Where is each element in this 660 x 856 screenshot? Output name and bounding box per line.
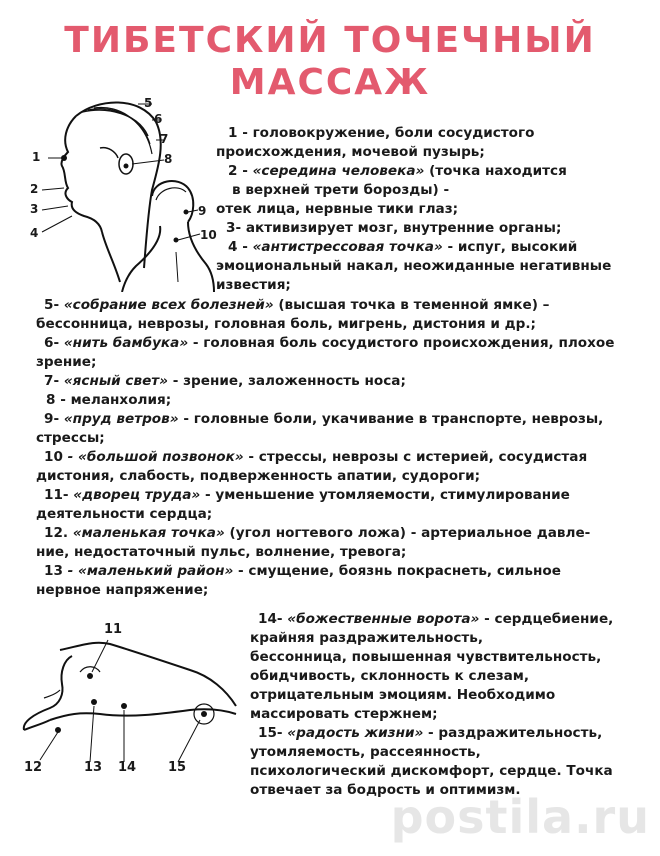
point-number: 14- bbox=[258, 611, 283, 627]
description-line bbox=[250, 762, 613, 781]
point-description: известия; bbox=[216, 277, 291, 293]
description-line bbox=[36, 315, 536, 334]
description-line bbox=[216, 257, 611, 276]
description-line bbox=[36, 581, 208, 600]
point-description: - меланхолия; bbox=[55, 392, 172, 408]
point-description: (высшая точка в теменной ямке) – bbox=[273, 297, 550, 313]
point-description: - раздражительность, bbox=[423, 725, 603, 741]
point-number: 3- bbox=[226, 220, 242, 236]
description-line bbox=[232, 181, 449, 200]
point-label-14: 14 bbox=[118, 760, 137, 775]
description-line bbox=[36, 353, 96, 372]
point-name: «середина человека» bbox=[247, 163, 425, 179]
point-label-12: 12 bbox=[24, 760, 43, 775]
description-line bbox=[250, 648, 601, 667]
point-description: стрессы; bbox=[36, 430, 105, 446]
description-line bbox=[228, 238, 577, 257]
point-description: активизирует мозг, внутренние органы; bbox=[241, 220, 562, 236]
description-line bbox=[250, 705, 438, 724]
point-name: «маленькая точка» bbox=[68, 525, 225, 541]
description-line bbox=[44, 296, 549, 315]
point-description: отрицательным эмоциям. Необходимо bbox=[250, 687, 556, 703]
point-name: - «маленький район» bbox=[62, 563, 234, 579]
point-name: «радость жизни» bbox=[282, 725, 424, 741]
description-line bbox=[258, 724, 602, 743]
point-label-2: 2 bbox=[30, 182, 39, 196]
point-label-3: 3 bbox=[30, 202, 39, 216]
point-number: 9- bbox=[44, 411, 60, 427]
point-description: ние, недостаточный пульс, волнение, тревога; bbox=[36, 544, 407, 560]
description-line bbox=[216, 276, 291, 295]
point-label-4: 4 bbox=[30, 226, 39, 240]
description-line bbox=[36, 467, 480, 486]
point-label-7: 7 bbox=[160, 132, 169, 146]
point-description: эмоциональный накал, неожиданные негативные bbox=[216, 258, 612, 274]
point-description: бессонница, неврозы, головная боль, мигрень, дистония и др.; bbox=[36, 316, 536, 332]
page-title-line1: ТИБЕТСКИЙ ТОЧЕЧНЫЙ bbox=[64, 20, 596, 61]
description-line bbox=[44, 486, 570, 505]
description-line bbox=[44, 334, 614, 353]
description-line bbox=[44, 562, 561, 581]
description-line bbox=[250, 629, 483, 648]
hand-illustration bbox=[20, 610, 240, 790]
point-label-8: 8 bbox=[164, 152, 173, 166]
point-name: «пруд ветров» bbox=[59, 411, 179, 427]
point-number: 4 - bbox=[228, 239, 248, 255]
point-description: - головные боли, укачивание в транспорте, неврозы, bbox=[178, 411, 604, 427]
point-number: 7- bbox=[44, 373, 60, 389]
point-label-1: 1 bbox=[32, 150, 41, 164]
point-label-10: 10 bbox=[200, 228, 217, 242]
point-description: - смущение, боязнь покраснеть, сильное bbox=[233, 563, 561, 579]
point-description: нервное напряжение; bbox=[36, 582, 209, 598]
point-description: бессонница, повышенная чувствительность, bbox=[250, 649, 602, 665]
point-description: головокружение, боли сосудистого bbox=[247, 125, 535, 141]
point-description: массировать стержнем; bbox=[250, 706, 438, 722]
description-line bbox=[258, 610, 613, 629]
point-name: «божественные ворота» bbox=[282, 611, 480, 627]
point-label-6: 6 bbox=[154, 112, 163, 126]
description-line bbox=[228, 124, 534, 143]
description-line bbox=[44, 448, 587, 467]
point-description: психологический дискомфорт, сердце. Точка bbox=[250, 763, 613, 779]
point-number: 6- bbox=[44, 335, 60, 351]
point-name: «нить бамбука» bbox=[59, 335, 189, 351]
point-label-13: 13 bbox=[84, 760, 103, 775]
point-number: 5- bbox=[44, 297, 60, 313]
point-number: 10 bbox=[44, 449, 63, 465]
point-description: дистония, слабость, подверженность апатии, судороги; bbox=[36, 468, 481, 484]
point-name: «дворец труда» bbox=[68, 487, 201, 503]
point-number: 11- bbox=[44, 487, 69, 503]
point-description: - зрение, заложенность носа; bbox=[168, 373, 406, 389]
point-name: - «большой позвонок» bbox=[62, 449, 244, 465]
description-line bbox=[46, 391, 171, 410]
description-line bbox=[228, 162, 567, 181]
point-name: «антистрессовая точка» bbox=[247, 239, 443, 255]
point-description: крайняя раздражительность, bbox=[250, 630, 484, 646]
point-description: - сердцебиение, bbox=[479, 611, 614, 627]
point-number: 15- bbox=[258, 725, 283, 741]
point-number: 1 - bbox=[228, 125, 248, 141]
point-description: - уменьшение утомляемости, стимулирование bbox=[200, 487, 570, 503]
point-name: «собрание всех болезней» bbox=[59, 297, 274, 313]
point-description: - испуг, высокий bbox=[442, 239, 578, 255]
description-line bbox=[250, 743, 481, 762]
point-description: обидчивость, склонность к слезам, bbox=[250, 668, 530, 684]
description-line bbox=[36, 505, 212, 524]
point-description: происхождения, мочевой пузырь; bbox=[216, 144, 485, 160]
point-description: деятельности сердца; bbox=[36, 506, 213, 522]
description-line bbox=[216, 200, 458, 219]
description-line bbox=[44, 524, 590, 543]
point-number: 12. bbox=[44, 525, 69, 541]
point-description: (точка находится bbox=[424, 163, 567, 179]
description-line bbox=[250, 686, 555, 705]
point-name: «ясный свет» bbox=[59, 373, 168, 389]
description-line bbox=[250, 667, 529, 686]
description-line bbox=[36, 429, 105, 448]
page-title-line2: МАССАЖ bbox=[229, 62, 431, 103]
description-line bbox=[226, 219, 561, 238]
point-label-15: 15 bbox=[168, 760, 187, 775]
watermark: postila.ru bbox=[390, 790, 650, 844]
point-description: зрение; bbox=[36, 354, 97, 370]
point-label-11: 11 bbox=[104, 622, 123, 637]
point-description: в верхней трети борозды) - bbox=[232, 182, 450, 198]
description-line bbox=[36, 543, 406, 562]
description-line bbox=[44, 410, 603, 429]
description-line bbox=[216, 143, 485, 162]
point-label-9: 9 bbox=[198, 204, 207, 218]
point-description: утомляемость, рассеянность, bbox=[250, 744, 481, 760]
point-number: 2 - bbox=[228, 163, 248, 179]
description-line bbox=[44, 372, 406, 391]
point-label-5: 5 bbox=[144, 96, 153, 110]
point-description: отвечает за бодрость и оптимизм. bbox=[250, 782, 521, 798]
point-description: - стрессы, неврозы с истерией, сосудистая bbox=[243, 449, 588, 465]
point-number: 8 bbox=[46, 392, 56, 408]
head-illustration bbox=[28, 92, 218, 292]
point-description: - головная боль сосудистого происхождения, плохое bbox=[188, 335, 615, 351]
point-description: (угол ногтевого ложа) - артериальное давле- bbox=[224, 525, 591, 541]
point-description: отек лица, нервные тики глаз; bbox=[216, 201, 459, 217]
point-number: 13 bbox=[44, 563, 63, 579]
